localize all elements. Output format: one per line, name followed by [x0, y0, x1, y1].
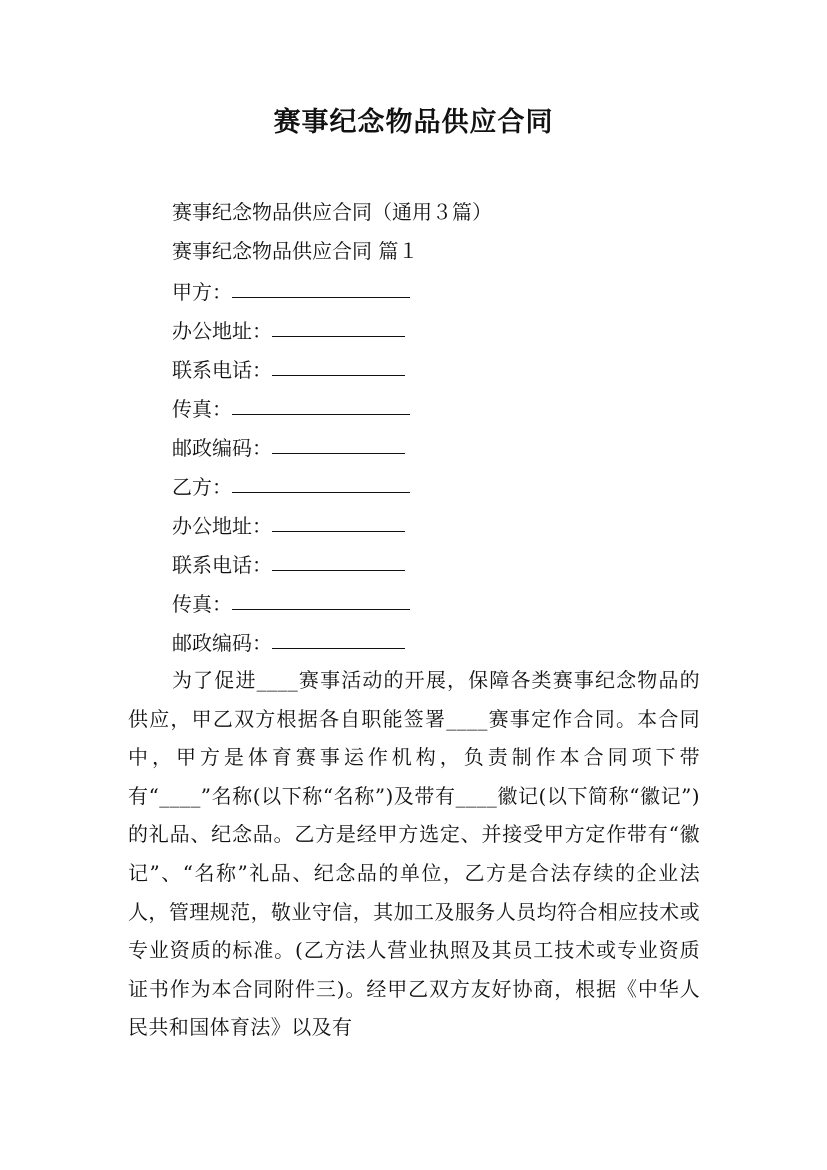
party-a-phone-blank [272, 349, 405, 376]
party-b-fax-field [128, 583, 700, 622]
party-a-address-field [128, 310, 700, 349]
party-a-fax-label: 传真： [172, 397, 232, 421]
party-b-blank [232, 466, 410, 493]
party-b-fax-blank [232, 583, 410, 610]
party-b-address-label: 办公地址： [172, 514, 272, 538]
party-b-fax-label: 传真： [172, 592, 232, 616]
body-paragraph: 为了促进____赛事活动的开展，保障各类赛事纪念物品的供应，甲乙双方根据各自职能签署____赛事定作合同。本合同中，甲方是体育赛事运作机构，负责制作本合同项下带有“____”名称(以下称“名称”)及带有____徽记(以下简称“徽记”)的礼品、纪念品。乙方是经甲方选定、并接受甲方定作带有“徽记”、“名称”礼品、纪念品的单位，乙方是合法存续的企业法人，管理规范，敬业守信，其加工及服务人员均符合相应技术或专业资质的标准。(乙方法人营业执照及其员工技术或专业资质证书作为本合同附件三)。经甲乙双方友好协商，根据《中华人民共和国体育法》以及有 [128, 668, 700, 1040]
document-title: 赛事纪念物品供应合同 [273, 107, 554, 138]
party-b-name-field [128, 466, 700, 505]
party-a-blank [232, 271, 410, 298]
party-a-address-label: 办公地址： [172, 319, 272, 343]
party-a-postcode-field [128, 427, 700, 466]
party-a-phone-field [128, 349, 700, 388]
party-b-address-blank [272, 505, 405, 532]
party-b-postcode-label: 邮政编码： [172, 631, 272, 655]
party-b-phone-label: 联系电话： [172, 553, 272, 577]
part-heading: 赛事纪念物品供应合同 篇１ [172, 239, 419, 263]
party-a-fax-field [128, 388, 700, 427]
party-b-phone-blank [272, 544, 405, 571]
party-b-label: 乙方： [172, 475, 232, 499]
party-a-postcode-label: 邮政编码： [172, 436, 272, 460]
party-b-postcode-field [128, 622, 700, 661]
party-b-phone-field [128, 544, 700, 583]
party-a-postcode-blank [272, 427, 405, 454]
party-a-label: 甲方： [172, 280, 232, 304]
party-a-fax-blank [232, 388, 410, 415]
party-a-name-field [128, 271, 700, 310]
party-a-address-blank [272, 310, 405, 337]
document-subtitle: 赛事纪念物品供应合同（通用３篇） [172, 200, 492, 224]
party-b-postcode-blank [272, 622, 405, 649]
party-b-address-field [128, 505, 700, 544]
document-content [128, 193, 700, 1047]
party-a-phone-label: 联系电话： [172, 358, 272, 382]
